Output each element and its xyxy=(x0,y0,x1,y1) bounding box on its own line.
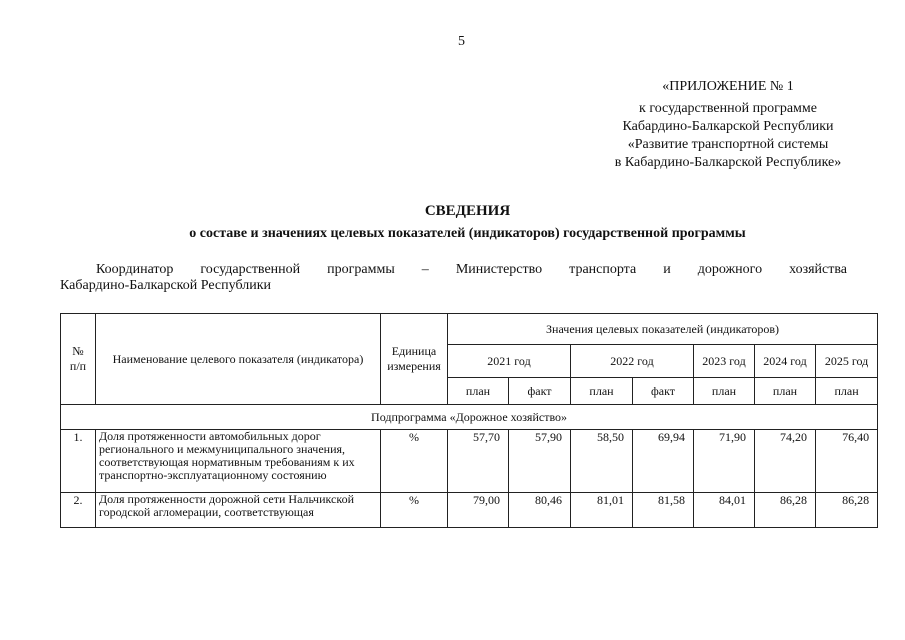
table-row xyxy=(61,430,878,493)
document-subtitle: о составе и значениях целевых показателей (индикаторов) государственной программы xyxy=(189,226,746,241)
subprogram-heading: Подпрограмма «Дорожное хозяйство» xyxy=(61,405,878,430)
table-row xyxy=(61,493,878,528)
row-value: 79,00 xyxy=(448,493,509,528)
document-title: СВЕДЕНИЯ xyxy=(424,203,511,219)
header-subcol: план xyxy=(448,378,509,405)
row-value: 81,58 xyxy=(633,493,694,528)
appendix-line: в Кабардино-Балкарской Республике» xyxy=(614,155,842,170)
row-value: 57,70 xyxy=(448,430,509,493)
header-values: Значения целевых показателей (индикаторов) xyxy=(448,314,878,345)
row-value: 86,28 xyxy=(755,493,816,528)
row-value: 69,94 xyxy=(633,430,694,493)
row-value: 80,46 xyxy=(509,493,571,528)
page-number: 5 xyxy=(458,34,465,49)
row-value: 58,50 xyxy=(571,430,633,493)
coordinator-text-cont: Кабардино-Балкарской Республики xyxy=(60,278,271,293)
row-name: Доля протяженности автомобильных дорог регионального и межмуниципального значения, соответствующая нормативным требованиям к их транспортно-эксплуатационному состоянию xyxy=(96,430,381,493)
indicators-table xyxy=(60,313,878,528)
row-value: 76,40 xyxy=(816,430,878,493)
header-subcol: план xyxy=(816,378,878,405)
row-value: 57,90 xyxy=(509,430,571,493)
row-value: 74,20 xyxy=(755,430,816,493)
row-index: 1. xyxy=(61,430,96,493)
header-year: 2024 год xyxy=(755,345,816,378)
header-name: Наименование целевого показателя (индикатора) xyxy=(96,314,381,405)
header-subcol: план xyxy=(571,378,633,405)
appendix-line: Кабардино-Балкарской Республики xyxy=(622,119,834,134)
appendix-heading: «ПРИЛОЖЕНИЕ № 1 xyxy=(662,79,794,94)
row-name: Доля протяженности дорожной сети Нальчикской городской агломерации, соответствующая xyxy=(96,493,381,528)
row-value: 81,01 xyxy=(571,493,633,528)
row-unit: % xyxy=(381,430,448,493)
row-value: 86,28 xyxy=(816,493,878,528)
header-unit: Единица измерения xyxy=(381,314,448,405)
header-num: № п/п xyxy=(61,314,96,405)
header-year: 2021 год xyxy=(448,345,571,378)
coordinator-text: Координатор государственной программы – Министерство транспорта и дорожного хозяйства xyxy=(96,262,847,277)
appendix-block xyxy=(560,78,896,172)
row-index: 2. xyxy=(61,493,96,528)
header-subcol: план xyxy=(755,378,816,405)
header-subcol: факт xyxy=(509,378,571,405)
header-subcol: факт xyxy=(633,378,694,405)
row-value: 84,01 xyxy=(694,493,755,528)
header-year: 2022 год xyxy=(571,345,694,378)
header-year: 2023 год xyxy=(694,345,755,378)
appendix-line: к государственной программе xyxy=(639,101,817,116)
header-year: 2025 год xyxy=(816,345,878,378)
row-value: 71,90 xyxy=(694,430,755,493)
appendix-line: «Развитие транспортной системы xyxy=(627,137,829,152)
header-subcol: план xyxy=(694,378,755,405)
row-unit: % xyxy=(381,493,448,528)
